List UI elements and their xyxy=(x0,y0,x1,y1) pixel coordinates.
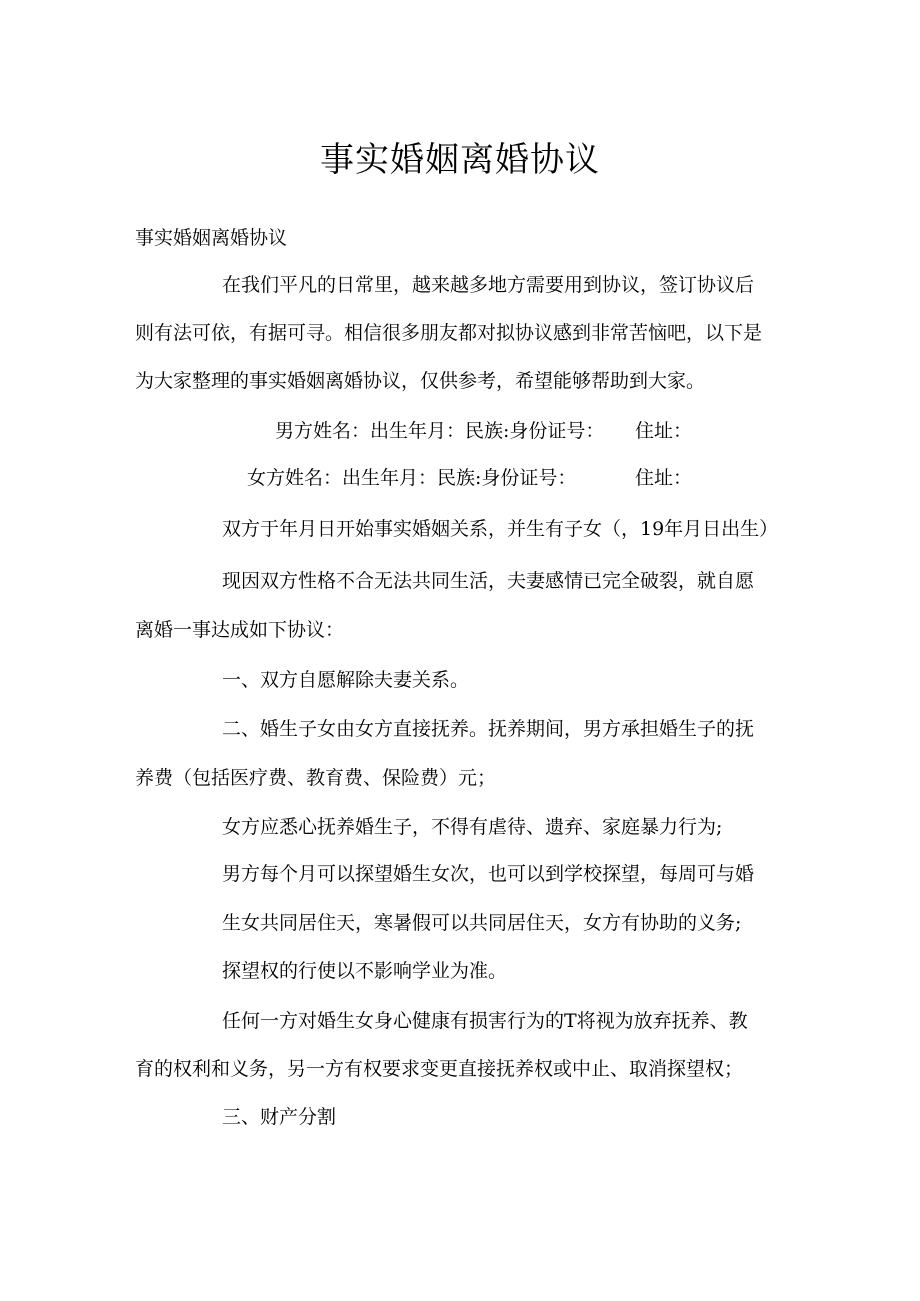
clause-1: 一、双方自愿解除夫妻关系。 xyxy=(222,669,470,691)
male-info-address: 住址： xyxy=(635,420,693,442)
intro-line-1: 在我们平凡的日常里，越来越多地方需要用到协议，签订协议后 xyxy=(222,274,755,296)
female-info-address: 住址： xyxy=(635,467,693,489)
document-subtitle: 事实婚姻离婚协议 xyxy=(135,227,288,249)
intro-line-3: 为大家整理的事实婚姻离婚协议，仅供参考，希望能够帮助到大家。 xyxy=(135,370,706,392)
body-line-1: 双方于年月日开始事实婚姻关系，并生有子女（，19年月日出生） xyxy=(222,518,779,540)
clause-2-line-8: 育的权利和义务，另一方有权要求变更直接抚养权或中止、取消探望权； xyxy=(135,1058,744,1080)
clause-2-line-7: 任何一方对婚生女身心健康有损害行为的T将视为放弃抚养、教 xyxy=(222,1010,748,1032)
clause-2-line-5: 生女共同居住天，寒暑假可以共同居住天，女方有协助的义务; xyxy=(222,912,742,934)
clause-2-line-3: 女方应悉心抚养婚生子，不得有虐待、遗弃、家庭暴力行为; xyxy=(222,816,723,838)
document-title: 事实婚姻离婚协议 xyxy=(320,140,600,180)
clause-2-line-4: 男方每个月可以探望婚生女次，也可以到学校探望，每周可与婚 xyxy=(222,863,755,885)
clause-2-line-2: 养费（包括医疗费、教育费、保险费）元； xyxy=(135,767,497,789)
clause-2-line-1: 二、婚生子女由女方直接抚养。抚养期间，男方承担婚生子的抚 xyxy=(222,718,755,740)
body-line-3: 离婚一事达成如下协议： xyxy=(135,619,345,641)
male-info-fields: 男方姓名：出生年月：民族:身份证号： xyxy=(275,420,605,442)
clause-2-line-6: 探望权的行使以不影响学业为准。 xyxy=(222,960,508,982)
intro-line-2: 则有法可依，有据可寻。相信很多朋友都对拟协议感到非常苦恼吧，以下是 xyxy=(135,322,763,344)
body-line-2: 现因双方性格不合无法共同生活，夫妻感情已完全破裂，就自愿 xyxy=(222,570,755,592)
clause-3-heading: 三、财产分割 xyxy=(222,1106,337,1128)
female-info-fields: 女方姓名：出生年月：民族:身份证号： xyxy=(247,467,577,489)
